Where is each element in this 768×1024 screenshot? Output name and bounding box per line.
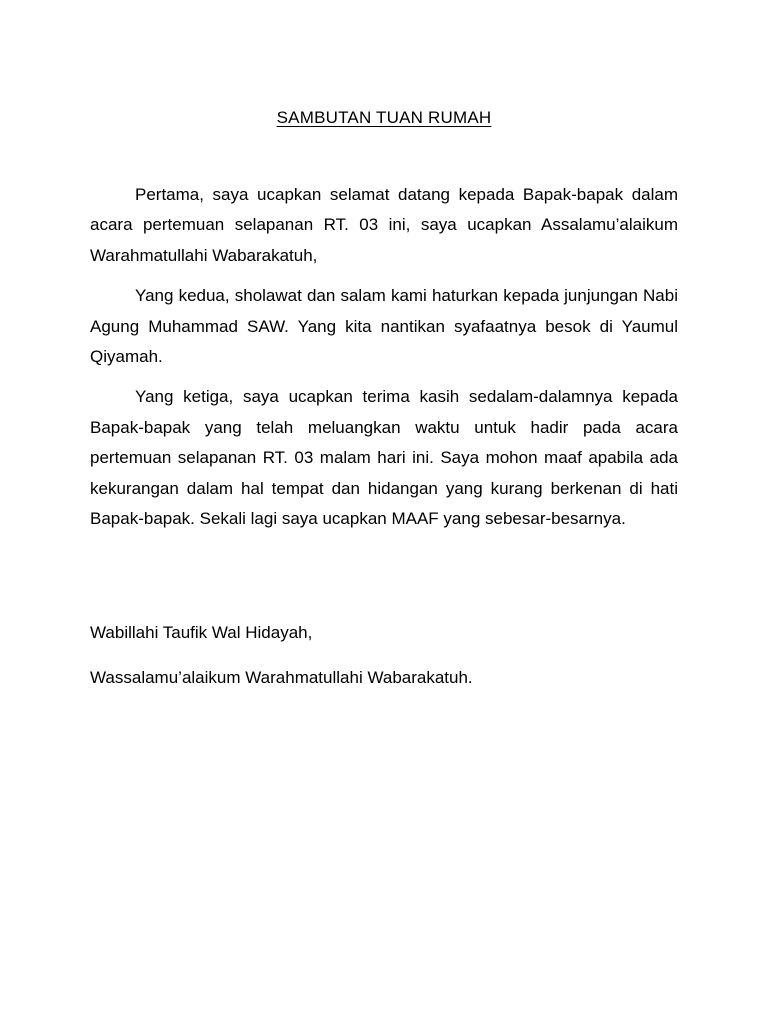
paragraph-sholawat: Yang kedua, sholawat dan salam kami haturkan kepada junjungan Nabi Agung Muhammad SAW. Yang kita nantikan syafaatnya besok di Yaumul Qiyamah. (90, 286, 678, 367)
paragraph-thanks-apology: Yang ketiga, saya ucapkan terima kasih sedalam-dalamnya kepada Bapak-bapak yang telah meluangkan waktu untuk hadir pada acara pertemuan selapanan RT. 03 malam hari ini. Saya mohon maaf apabila ada kekurangan dalam hal tempat dan hidangan yang kurang berkenan di hati Bapak-bapak. Sekali lagi saya ucapkan MAAF yang sebesar-besarnya. (90, 387, 678, 529)
closing-line-salam: Wassalamu’alaikum Warahmatullahi Wabarakatuh. (90, 668, 473, 687)
document-body (90, 180, 678, 544)
paragraph-opening-greeting: Pertama, saya ucapkan selamat datang kepada Bapak-bapak dalam acara pertemuan selapanan RT. 03 ini, saya ucapkan Assalamu’alaikum Warahmatullahi Wabarakatuh, (90, 185, 678, 265)
document-closing (90, 618, 678, 708)
closing-line-hidayah: Wabillahi Taufik Wal Hidayah, (90, 623, 313, 642)
document-title: SAMBUTAN TUAN RUMAH (276, 108, 492, 127)
